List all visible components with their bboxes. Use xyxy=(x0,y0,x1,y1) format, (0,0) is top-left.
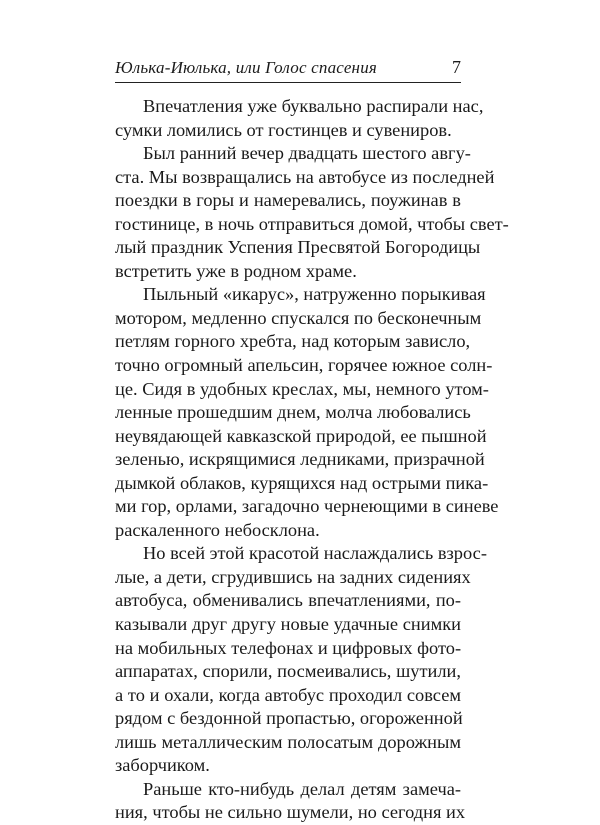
text-line: неувядающей кавказской природой, ее пышной xyxy=(115,425,487,446)
text-line: а то и охали, когда автобус проходил совсем xyxy=(115,684,461,705)
text-line: Но всей этой красотой наслаждались взрос- xyxy=(143,543,487,564)
text-line: дымкой облаков, курящихся над острыми пика- xyxy=(115,472,489,493)
text-line: Был ранний вечер двадцать шестого авгу- xyxy=(143,143,471,164)
text-line: зеленью, искрящимися ледниками, призрачной xyxy=(115,449,485,470)
text-line: це. Сидя в удобных креслах, мы, немного утом- xyxy=(115,378,489,399)
text-line: петлям горного хребта, над которым зависло, xyxy=(115,331,471,352)
text-line: ленные прошедшим днем, молча любовались xyxy=(115,402,471,423)
text-line: ста. Мы возвращались на автобусе из последней xyxy=(115,166,495,187)
text-line: Впечатления уже буквально распирали нас, xyxy=(143,96,484,116)
text-line: гостинице, в ночь отправиться домой, чтобы свет- xyxy=(115,213,509,234)
text-line: лые, а дети, сгрудившись на задних сидениях xyxy=(115,566,471,587)
running-title: Юлька-Июлька, или Голос спасения xyxy=(115,58,377,77)
text-line: рядом с бездонной пропастью, огороженной xyxy=(115,708,463,729)
page-number: 7 xyxy=(452,57,461,77)
text-line: ния, чтобы не сильно шумели, но сегодня их xyxy=(115,802,466,823)
text-line: сумки ломились от гостинцев и сувениров. xyxy=(115,119,452,140)
text-line: ми гор, орлами, загадочно чернеющими в синеве xyxy=(115,496,499,517)
text-line: мотором, медленно спускался по бесконечным xyxy=(115,307,482,328)
text-line: заборчиком. xyxy=(115,755,210,776)
text-line: казывали друг другу новые удачные снимки xyxy=(115,614,461,635)
text-line: аппаратах, спорили, посмеивались, шутили, xyxy=(115,661,461,682)
text-line: Раньше кто-нибудь делал детям замеча- xyxy=(143,778,461,799)
text-line: лишь металлическим полосатым дорожным xyxy=(115,731,461,752)
body-text xyxy=(115,95,509,825)
text-line: точно огромный апельсин, горячее южное солн- xyxy=(115,355,493,376)
text-line: на мобильных телефонах и цифровых фото- xyxy=(115,637,462,658)
text-line: автобуса, обменивались впечатлениями, по- xyxy=(115,590,461,611)
text-line: встретить уже в родном храме. xyxy=(115,260,357,281)
header-rule xyxy=(115,82,461,83)
text-line: поездки в горы и намеревались, поужинав в xyxy=(115,190,461,211)
text-line: раскаленного небосклона. xyxy=(115,519,320,540)
text-line: лый праздник Успения Пресвятой Богородицы xyxy=(115,237,481,258)
running-head xyxy=(115,52,461,78)
text-line: Пыльный «икарус», натруженно порыкивая xyxy=(143,284,486,305)
